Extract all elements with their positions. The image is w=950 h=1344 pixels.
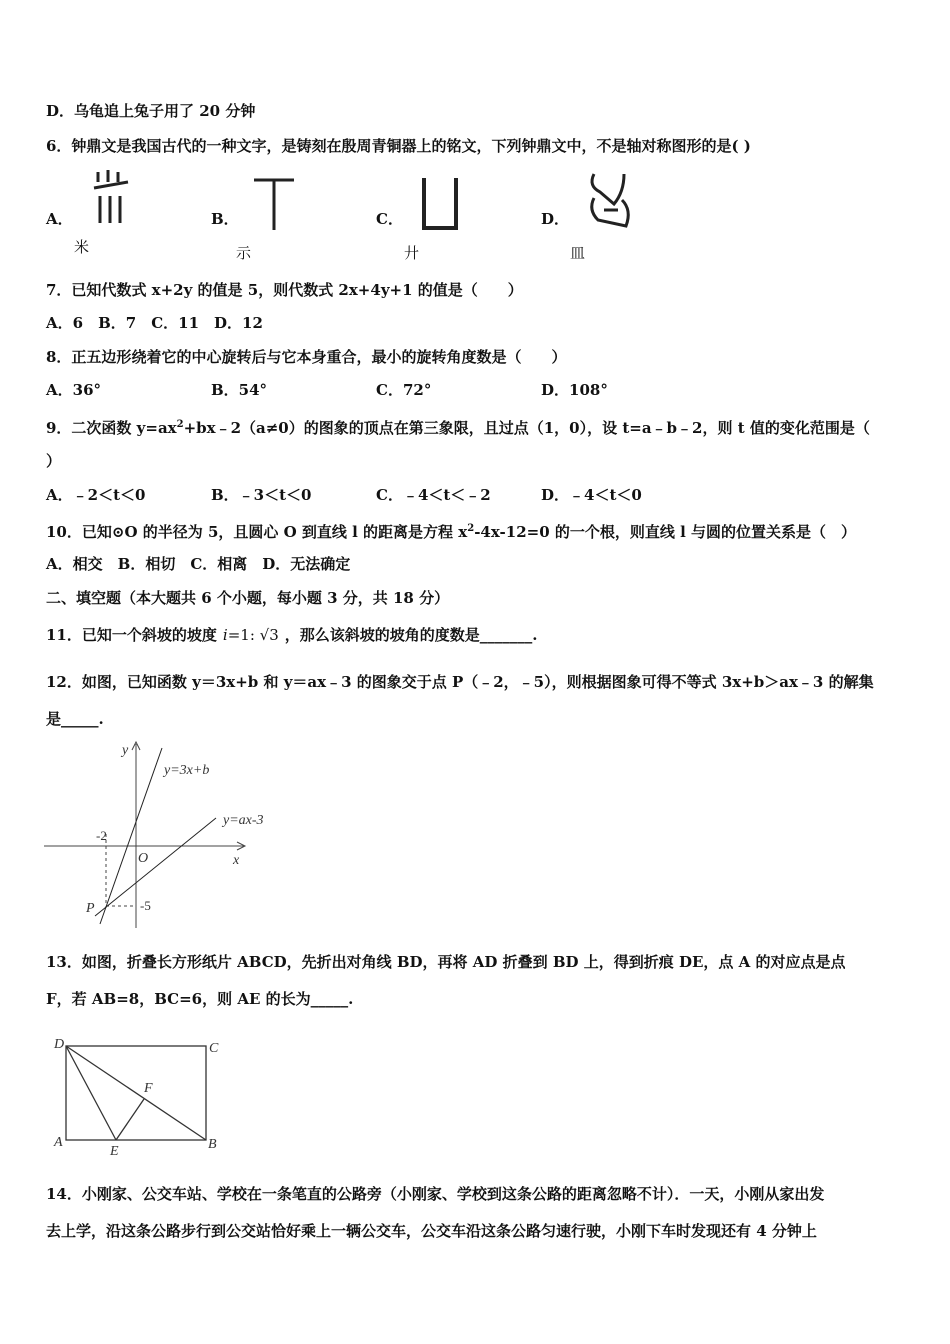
q9-stem: 9．二次函数 $y=ax^2+bx﹣2(a\ne 0)$的图象的顶点在第三象限，且过点（1，0），设 t=a﹣b﹣2，则 t 值的变化范围是（ [46, 419, 870, 437]
graph-line1-label: y=3x+b [164, 763, 210, 778]
bronze-glyph-c [418, 172, 462, 234]
graph-origin: O [138, 851, 149, 866]
q6-label-b: B． [211, 210, 239, 228]
q9-option-c: C．﹣4＜t＜﹣2 [376, 486, 491, 504]
q9-stem-cont: ） [46, 452, 62, 470]
q9-option-d: D．﹣4＜t＜0 [541, 486, 642, 504]
graph-y-label: y [122, 743, 129, 758]
q6-label-d: D． [541, 210, 570, 228]
rect-label-d: D [54, 1037, 65, 1052]
q12-line2: 是_____. [46, 710, 104, 728]
graph-tick-y: -5 [140, 898, 151, 913]
q13-line2: F，若 AB=8，BC=6，则 AE 的长为_____. [46, 990, 354, 1008]
q13-rectangle-figure [48, 1034, 228, 1158]
graph-x-label: x [233, 853, 240, 868]
q13-line1: 13．如图，折叠长方形纸片 ABCD，先折出对角线 BD，再将 AD 折叠到 BD 上，得到折痕 DE，点 A 的对应点是点 [46, 953, 846, 971]
q14-line2: 去上学，沿这条公路步行到公交站恰好乘上一辆公交车，公交车沿这条公路匀速行驶，小刚下车时发现还有 4 分钟上 [46, 1222, 817, 1240]
graph-point-label: P [86, 901, 95, 916]
q5-option-d: D．乌龟追上兔子用了 20 分钟 [46, 102, 256, 120]
q6-label-c: C． [376, 210, 403, 228]
q8-stem: 8．正五边形绕着它的中心旋转后与它本身重合，最小的旋转角度数是（ ） [46, 348, 567, 366]
q6-stem: 6．钟鼎文是我国古代的一种文字，是铸刻在殷周青铜器上的铭文，下列钟鼎文中，不是轴对称图形的是( ) [46, 137, 751, 155]
graph-tick-x: -2 [96, 828, 107, 843]
q9-option-b: B．﹣3＜t＜0 [211, 486, 312, 504]
graph-line2-label: y=ax-3 [223, 813, 264, 828]
q11-stem: 11．已知一个斜坡的坡度 i=1: √3 ，那么该斜坡的坡角的度数是_______. [46, 626, 538, 644]
q10-options: A．相交 B．相切 C．相离 D．无法确定 [46, 555, 351, 573]
rect-label-f: F [144, 1081, 153, 1096]
q12-line1: 12．如图，已知函数 y＝3x+b 和 y＝ax﹣3 的图象交于点 P（﹣2，﹣5），则根据图象可得不等式 3x+b＞ax﹣3 的解集 [46, 673, 874, 691]
q6-label-a: A． [46, 210, 73, 228]
q9-option-a: A．﹣2＜t＜0 [46, 486, 146, 504]
q6-caption-c: 廾 [404, 244, 420, 262]
bronze-glyph-b [250, 172, 300, 234]
q8-option-c: C．72° [376, 381, 432, 399]
q8-option-d: D．108° [541, 381, 608, 399]
rect-label-e: E [110, 1144, 119, 1158]
q14-line1: 14．小刚家、公交车站、学校在一条笔直的公路旁（小刚家、学校到这条公路的距离忽略不计）．一天，小刚从家出发 [46, 1185, 825, 1203]
q8-option-a: A．36° [46, 381, 102, 399]
q7-options: A．6 B．7 C．11 D．12 [46, 314, 263, 332]
q12-graph [40, 738, 290, 933]
q7-stem: 7．已知代数式 x+2y 的值是 5，则代数式 2x+4y+1 的值是（ ） [46, 281, 523, 299]
q6-caption-a: 米 [74, 238, 90, 256]
bronze-glyph-a [88, 168, 138, 228]
rect-label-b: B [208, 1137, 217, 1152]
rect-label-a: A [54, 1135, 63, 1150]
rect-label-c: C [209, 1041, 219, 1056]
section-title: 二、填空题（本大题共 6 个小题，每小题 3 分，共 18 分） [46, 589, 450, 607]
q8-option-b: B．54° [211, 381, 268, 399]
q10-stem: 10．已知⊙O 的半径为 5，且圆心 O 到直线 l 的距离是方程 $x^2-4x-12=0$ 的一个根，则直线 l 与圆的位置关系是（ ） [46, 523, 857, 541]
q6-caption-b: 示 [236, 244, 252, 262]
bronze-glyph-d [584, 170, 636, 234]
q6-caption-d: 皿 [570, 244, 586, 262]
